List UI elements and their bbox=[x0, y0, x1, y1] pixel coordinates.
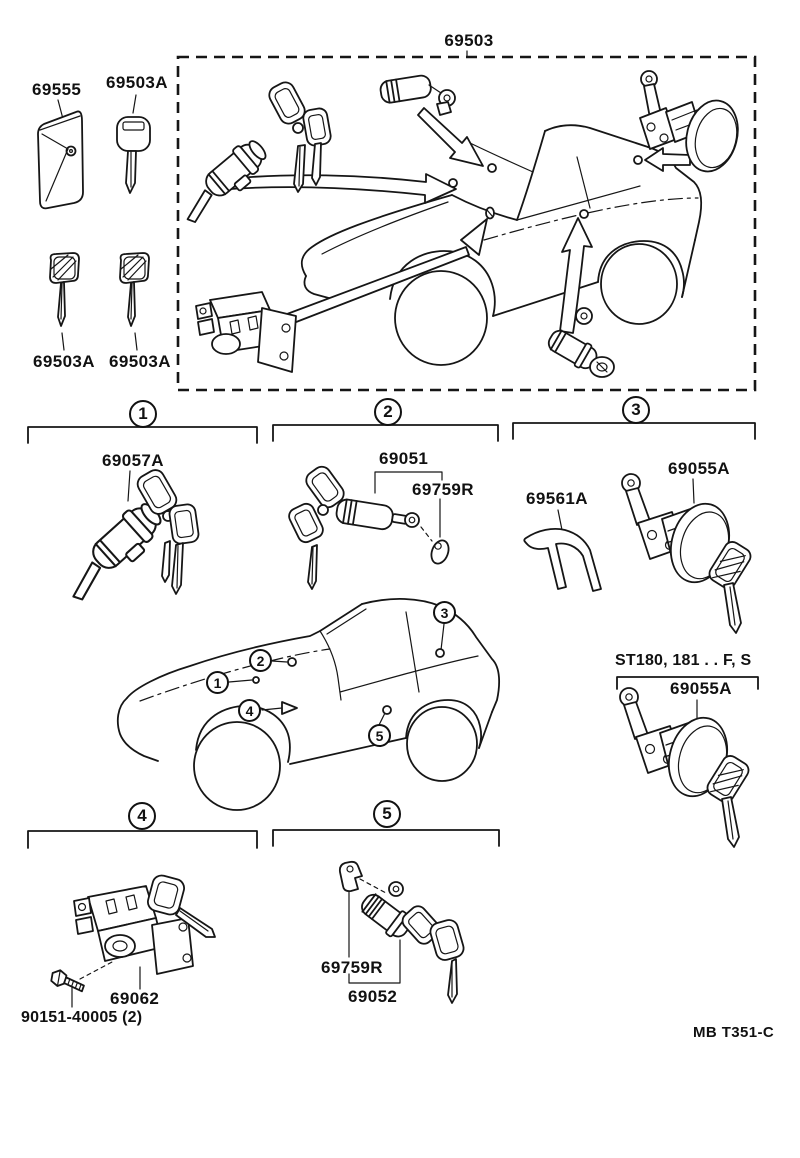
section5-luggage-lock-drawing bbox=[340, 862, 466, 1003]
box-door-lock-rear-drawing bbox=[545, 308, 615, 377]
section-3-marker: 3 bbox=[622, 396, 650, 424]
variant-applicability: ST180, 181 . . F, S bbox=[615, 652, 752, 669]
section-2-marker: 2 bbox=[374, 398, 402, 426]
variant-fuel-lock-drawing bbox=[620, 688, 752, 847]
box-trunk-lock-assembly-drawing bbox=[196, 292, 296, 372]
blank-key-left-part-number: 69503A bbox=[33, 352, 95, 371]
ignition-cylinder-part-number: 69057A bbox=[102, 451, 164, 470]
car-callout-5: 5 bbox=[368, 724, 391, 747]
door-retainer-part-number: 69759R bbox=[412, 480, 474, 499]
assembly-part-number: 69503 bbox=[444, 31, 494, 50]
blank-keys-drawing bbox=[50, 253, 149, 326]
mid-car-callout-leaders bbox=[229, 624, 444, 725]
fuel-lid-cylinder-part-number: 69055A bbox=[668, 459, 730, 478]
section1-ignition-lock-drawing bbox=[55, 467, 200, 607]
glove-box-lock-part-number: 69062 bbox=[110, 989, 160, 1008]
variant-fuel-lid-part-number: 69055A bbox=[670, 679, 732, 698]
luggage-retainer-part-number: 69759R bbox=[321, 958, 383, 977]
luggage-cylinder-part-number: 69052 bbox=[348, 987, 398, 1006]
section-1-marker: 1 bbox=[129, 400, 157, 428]
box-arrows bbox=[216, 108, 690, 333]
screw-part-number: 90151-40005 (2) bbox=[21, 1009, 143, 1026]
section-4-marker: 4 bbox=[128, 802, 156, 830]
car-callout-2: 2 bbox=[249, 649, 272, 672]
master-key-drawing bbox=[117, 117, 150, 193]
key-case-part-number: 69555 bbox=[32, 80, 82, 99]
box-door-lock-front-drawing bbox=[379, 74, 455, 115]
mid-car-drawing bbox=[118, 599, 499, 810]
car-callout-3: 3 bbox=[433, 601, 456, 624]
master-key-part-number: 69503A bbox=[106, 73, 168, 92]
clamp-part-number: 69561A bbox=[526, 489, 588, 508]
blank-key-right-part-number: 69503A bbox=[109, 352, 171, 371]
section-5-marker: 5 bbox=[373, 800, 401, 828]
door-cylinder-part-number: 69051 bbox=[379, 449, 429, 468]
car-callout-4: 4 bbox=[238, 699, 261, 722]
car-callout-1: 1 bbox=[206, 671, 229, 694]
box-ignition-lock-drawing bbox=[172, 79, 332, 228]
key-case-drawing bbox=[38, 111, 83, 208]
figure-code: MB T351-C bbox=[693, 1024, 775, 1041]
section4-lock-assembly-drawing bbox=[50, 873, 215, 991]
section3-clamp-drawing bbox=[524, 529, 601, 591]
section3-fuel-lock-drawing bbox=[622, 474, 754, 633]
screw-drawing bbox=[50, 969, 85, 991]
